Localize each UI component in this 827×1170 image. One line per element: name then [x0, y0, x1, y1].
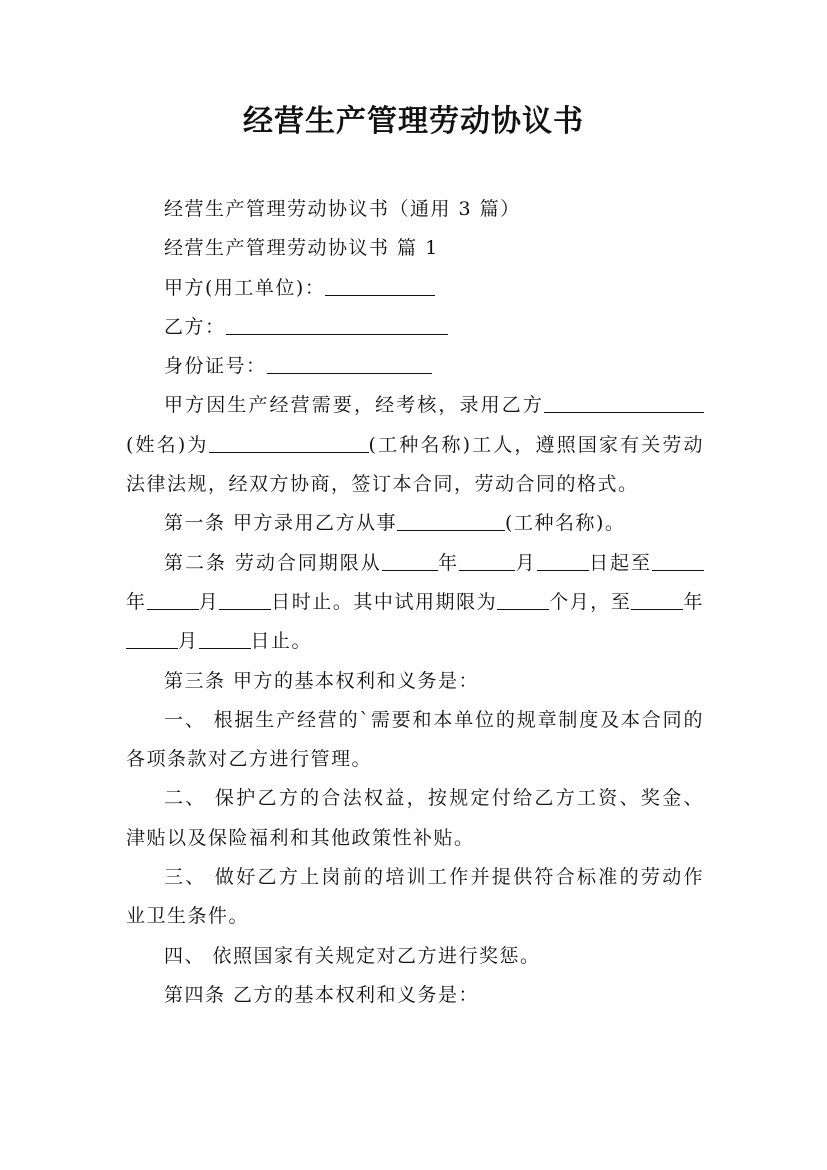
party-b-line — [126, 308, 704, 347]
heading-general: 经营生产管理劳动协议书（通用 3 篇） — [164, 198, 521, 220]
start-month-blank — [459, 549, 515, 571]
party-a-line — [126, 269, 704, 308]
article-3-item-2: 二、 保护乙方的合法权益，按规定付给乙方工资、奖金、津贴以及保险福利和其他政策性补贴。 — [126, 787, 704, 849]
party-a-blank — [325, 274, 435, 296]
article-3-item-4: 四、 依照国家有关规定对乙方进行奖惩。 — [164, 944, 541, 967]
id-label: 身份证号： — [164, 355, 267, 378]
end-month-blank — [147, 588, 199, 610]
article-2 — [126, 544, 704, 662]
document-title: 经营生产管理劳动协议书 — [243, 104, 584, 139]
probation-months-blank — [497, 588, 549, 610]
end-year-blank — [652, 549, 704, 571]
probation-month-blank — [126, 627, 178, 649]
intro-text-3: (工种名称)工人，遵照国家有关劳动法律法规，经双方协商，签订本合同，劳动合同的格式。 — [126, 433, 705, 496]
end-day-blank — [219, 588, 271, 610]
party-b-label: 乙方： — [164, 315, 226, 338]
article-1-blank — [397, 509, 505, 531]
article-2-day-end: 日止。 — [250, 630, 313, 653]
end-year-unit: 年 — [126, 590, 147, 613]
probation-month-unit: 月 — [178, 630, 199, 653]
start-year-unit: 年 — [437, 551, 460, 574]
article-3: 第三条 甲方的基本权利和义务是： — [164, 669, 480, 692]
intro-paragraph — [126, 386, 704, 504]
job-blank — [209, 431, 369, 453]
start-year-blank — [382, 549, 438, 571]
article-4: 第四条 乙方的基本权利和义务是： — [164, 983, 480, 1006]
document-body — [126, 190, 704, 1015]
article-2-text-a: 第二条 劳动合同期限从 — [164, 551, 382, 574]
end-month-unit: 月 — [198, 590, 220, 613]
article-2-day-from: 日起至 — [588, 551, 652, 574]
start-day-blank — [537, 549, 589, 571]
article-2-months: 个月，至 — [549, 590, 632, 613]
intro-text-2: (姓名)为 — [126, 433, 209, 456]
id-blank — [267, 352, 432, 374]
article-3-item-1: 一、 根据生产经营的`需要和本单位的规章制度及本合同的各项条款对乙方进行管理。 — [126, 708, 704, 771]
name-blank — [544, 391, 704, 413]
probation-year-unit: 年 — [683, 590, 704, 613]
start-month-unit: 月 — [515, 551, 537, 574]
party-a-label: 甲方(用工单位)： — [164, 276, 326, 299]
intro-text-1: 甲方因生产经营需要，经考核，录用乙方 — [164, 394, 544, 417]
article-1-text-b: (工种名称)。 — [505, 512, 626, 535]
party-b-blank — [226, 313, 448, 335]
heading-part1: 经营生产管理劳动协议书 篇 1 — [164, 237, 439, 260]
id-line — [126, 347, 704, 386]
article-3-item-3: 三、 做好乙方上岗前的培训工作并提供符合标准的劳动作业卫生条件。 — [126, 866, 704, 928]
article-1 — [126, 504, 704, 543]
probation-year-blank — [631, 588, 683, 610]
probation-day-blank — [199, 627, 251, 649]
article-1-text-a: 第一条 甲方录用乙方从事 — [164, 512, 398, 535]
article-2-day-until: 日时止。其中试用期限为 — [271, 590, 498, 613]
